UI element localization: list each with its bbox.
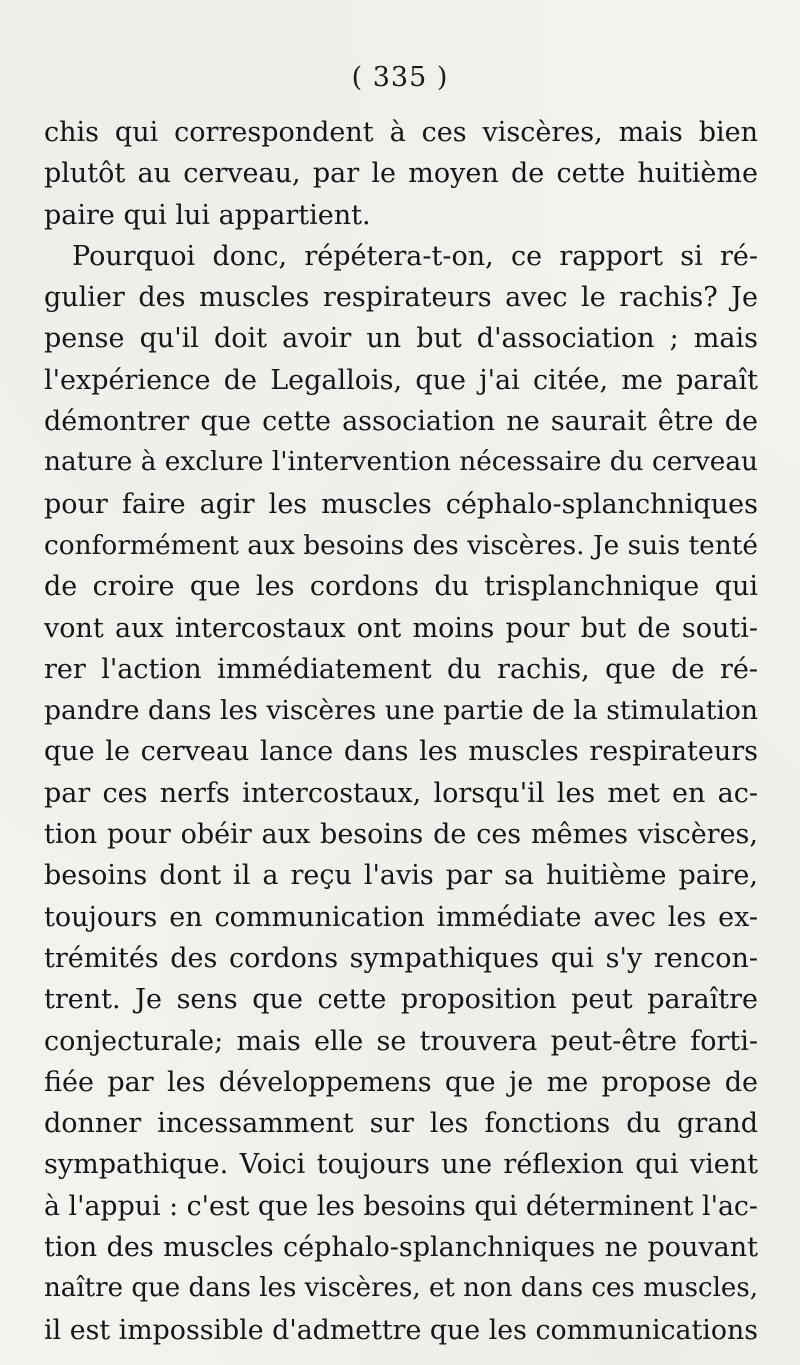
- text-line: l'expérience de Legallois, que j'ai citée, me paraît: [44, 364, 758, 396]
- text-line: paire qui lui appartient.: [44, 199, 371, 231]
- text-line: sympathique. Voici toujours une réflexion qui vient: [44, 1149, 758, 1181]
- page-number: ( 335 ): [351, 62, 449, 93]
- text-line: naître que dans les viscères, et non dans ces muscles,: [44, 1273, 758, 1304]
- text-line: pense qu'il doit avoir un but d'association ; mais: [44, 323, 758, 355]
- text-line: nature à exclure l'intervention nécessaire du cerveau: [44, 447, 758, 478]
- text-line: conformément aux besoins des viscères. Je suis tenté: [44, 529, 758, 561]
- text-line: tion pour obéir aux besoins de ces mêmes viscères,: [44, 819, 758, 851]
- text-line: toujours en communication immédiate avec les ex-: [44, 901, 758, 933]
- text-line: fiée par les développemens que je me propose de: [44, 1066, 758, 1098]
- text-line: à l'appui : c'est que les besoins qui déterminent l'ac-: [44, 1190, 758, 1222]
- text-line: rer l'action immédiatement du rachis, que de ré-: [44, 653, 758, 685]
- text-line: donner incessamment sur les fonctions du grand: [44, 1108, 758, 1140]
- text-line: par ces nerfs intercostaux, lorsqu'il les met en ac-: [44, 777, 758, 809]
- text-line: trent. Je sens que cette proposition peut paraître: [44, 984, 758, 1016]
- text-line: conjecturale; mais elle se trouvera peut-être forti-: [44, 1025, 758, 1057]
- text-line: que le cerveau lance dans les muscles respirateurs: [44, 736, 758, 768]
- text-line: chis qui correspondent à ces viscères, mais bien: [44, 117, 758, 148]
- text-line: tion des muscles céphalo-splanchniques ne pouvant: [44, 1232, 758, 1264]
- text-line: il est impossible d'admettre que les communications: [44, 1314, 758, 1346]
- text-line: trémités des cordons sympathiques qui s'y rencon-: [44, 942, 758, 974]
- text-line: démontrer que cette association ne saurait être de: [44, 406, 758, 438]
- text-line: de croire que les cordons du trisplanchnique qui: [44, 571, 758, 603]
- text-line: gulier des muscles respirateurs avec le rachis? Je: [44, 282, 758, 314]
- text-line: besoins dont il a reçu l'avis par sa huitième paire,: [44, 860, 758, 892]
- text-line: vont aux intercostaux ont moins pour but de souti-: [44, 612, 758, 644]
- text-line: Pourquoi donc, répétera-t-on, ce rapport si ré-: [72, 240, 758, 272]
- text-line: pour faire agir les muscles céphalo-splanchniques: [44, 488, 758, 520]
- text-line: plutôt au cerveau, par le moyen de cette huitième: [44, 158, 758, 190]
- body-text: [44, 112, 758, 1351]
- text-line: pandre dans les viscères une partie de la stimulation: [44, 695, 758, 727]
